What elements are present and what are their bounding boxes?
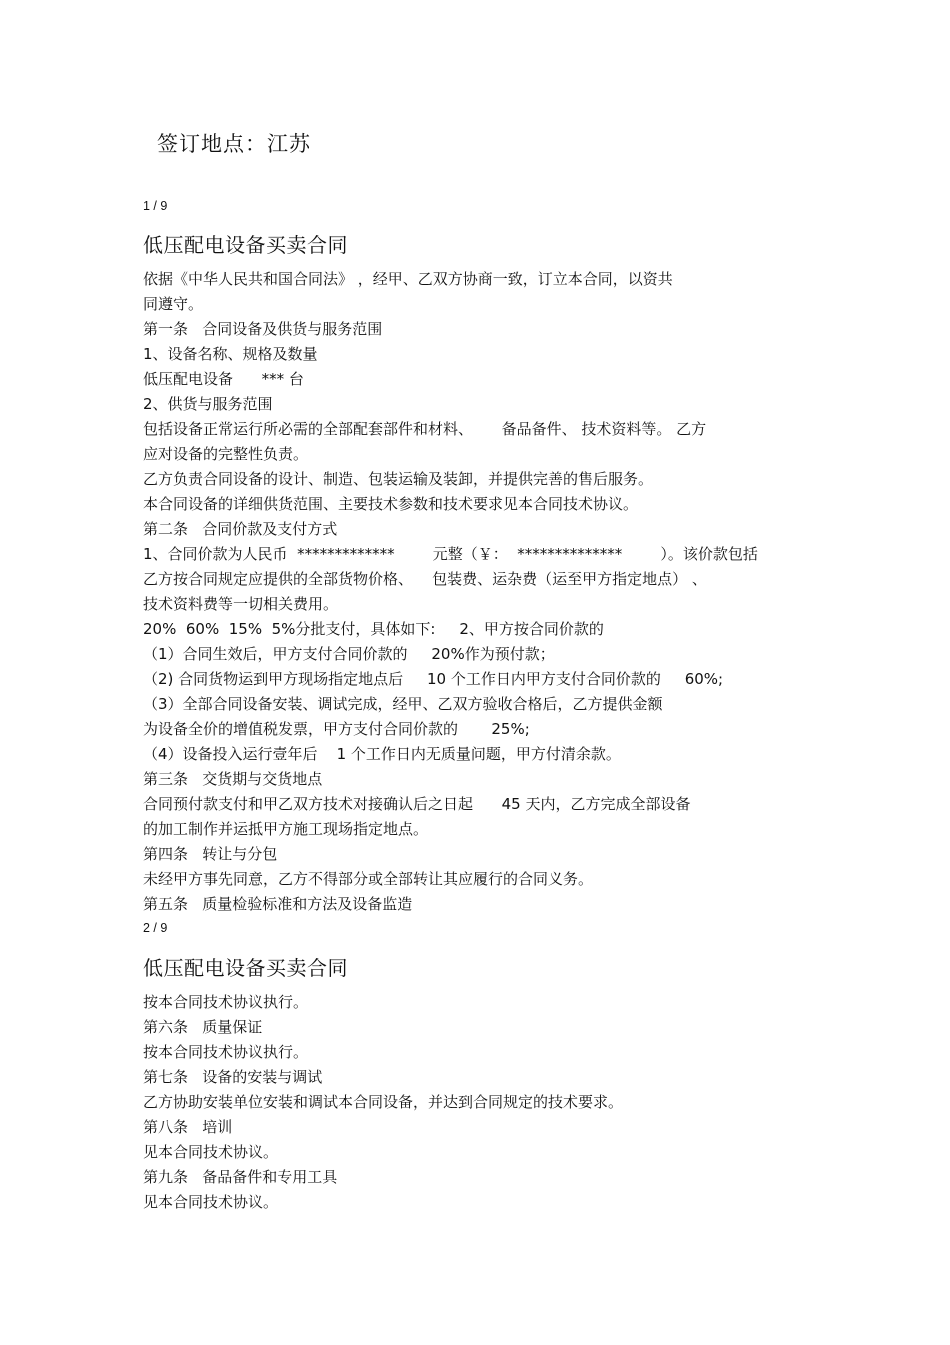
text-line: 技术资料费等一切相关费用。: [143, 595, 339, 613]
text-line: 2、供货与服务范围: [143, 395, 273, 413]
text-line: 见本合同技术协议。: [143, 1143, 279, 1161]
page-number-1: 1 / 9: [143, 199, 168, 213]
text-line: 同遵守。: [143, 295, 204, 313]
contract-title-2: 低压配电设备买卖合同: [143, 956, 348, 980]
text-line: 的加工制作并运抵甲方施工现场指定地点。: [143, 820, 429, 838]
text-line: 未经甲方事先同意，乙方不得部分或全部转让其应履行的合同义务。: [143, 870, 594, 888]
text-line: 按本合同技术协议执行。: [143, 993, 309, 1011]
text-line: 1、合同价款为人民币 ************* 元整（￥： ************** ）。该价款包括: [143, 545, 758, 563]
article-heading: 第八条 培训: [143, 1118, 233, 1136]
article-heading: 第六条 质量保证: [143, 1018, 263, 1036]
article-heading: 第九条 备品备件和专用工具: [143, 1168, 338, 1186]
article-heading: 第五条 质量检验标准和方法及设备监造: [143, 895, 413, 913]
text-line: （4）设备投入运行壹年后 1 个工作日内无质量问题，甲方付清余款。: [143, 745, 621, 763]
article-heading: 第七条 设备的安装与调试: [143, 1068, 323, 1086]
text-line: 本合同设备的详细供货范围、主要技术参数和技术要求见本合同技术协议。: [143, 495, 639, 513]
text-line: 低压配电设备 *** 台: [143, 370, 304, 388]
text-line: 见本合同技术协议。: [143, 1193, 279, 1211]
article-heading: 第二条 合同价款及支付方式: [143, 520, 338, 538]
text-line: 合同预付款支付和甲乙双方技术对接确认后之日起 45 天内，乙方完成全部设备: [143, 795, 691, 813]
text-line: 乙方协助安装单位安装和调试本合同设备，并达到合同规定的技术要求。: [143, 1093, 624, 1111]
text-line: 为设备全价的增值税发票，甲方支付合同价款的 25%;: [143, 720, 530, 738]
text-line: 按本合同技术协议执行。: [143, 1043, 309, 1061]
text-line: 1、设备名称、规格及数量: [143, 345, 318, 363]
text-line: （1）合同生效后，甲方支付合同价款的 20%作为预付款；: [143, 645, 555, 663]
text-line: 依据《中华人民共和国合同法》 ，经甲、乙双方协商一致，订立本合同，以资共: [143, 270, 673, 288]
signing-place: 签订地点：江苏: [157, 132, 311, 156]
text-line: 乙方负责合同设备的设计、制造、包装运输及装卸，并提供完善的售后服务。: [143, 470, 654, 488]
contract-title-1: 低压配电设备买卖合同: [143, 233, 348, 257]
text-line: （3）全部合同设备安装、调试完成，经甲、乙双方验收合格后，乙方提供金额: [143, 695, 663, 713]
text-line: 乙方按合同规定应提供的全部货物价格、 包装费、运杂费（运至甲方指定地点） 、: [143, 570, 707, 588]
text-line: 应对设备的完整性负责。: [143, 445, 309, 463]
article-heading: 第三条 交货期与交货地点: [143, 770, 323, 788]
page-number-2: 2 / 9: [143, 921, 168, 935]
text-line: 20% 60% 15% 5%分批支付，具体如下: 2、甲方按合同价款的: [143, 620, 604, 638]
text-line: 包括设备正常运行所必需的全部配套部件和材料、 备品备件、 技术资料等。 乙方: [143, 420, 707, 438]
article-heading: 第一条 合同设备及供货与服务范围: [143, 320, 383, 338]
text-line: （2) 合同货物运到甲方现场指定地点后 10 个工作日内甲方支付合同价款的 60%;: [143, 670, 724, 688]
article-heading: 第四条 转让与分包: [143, 845, 278, 863]
